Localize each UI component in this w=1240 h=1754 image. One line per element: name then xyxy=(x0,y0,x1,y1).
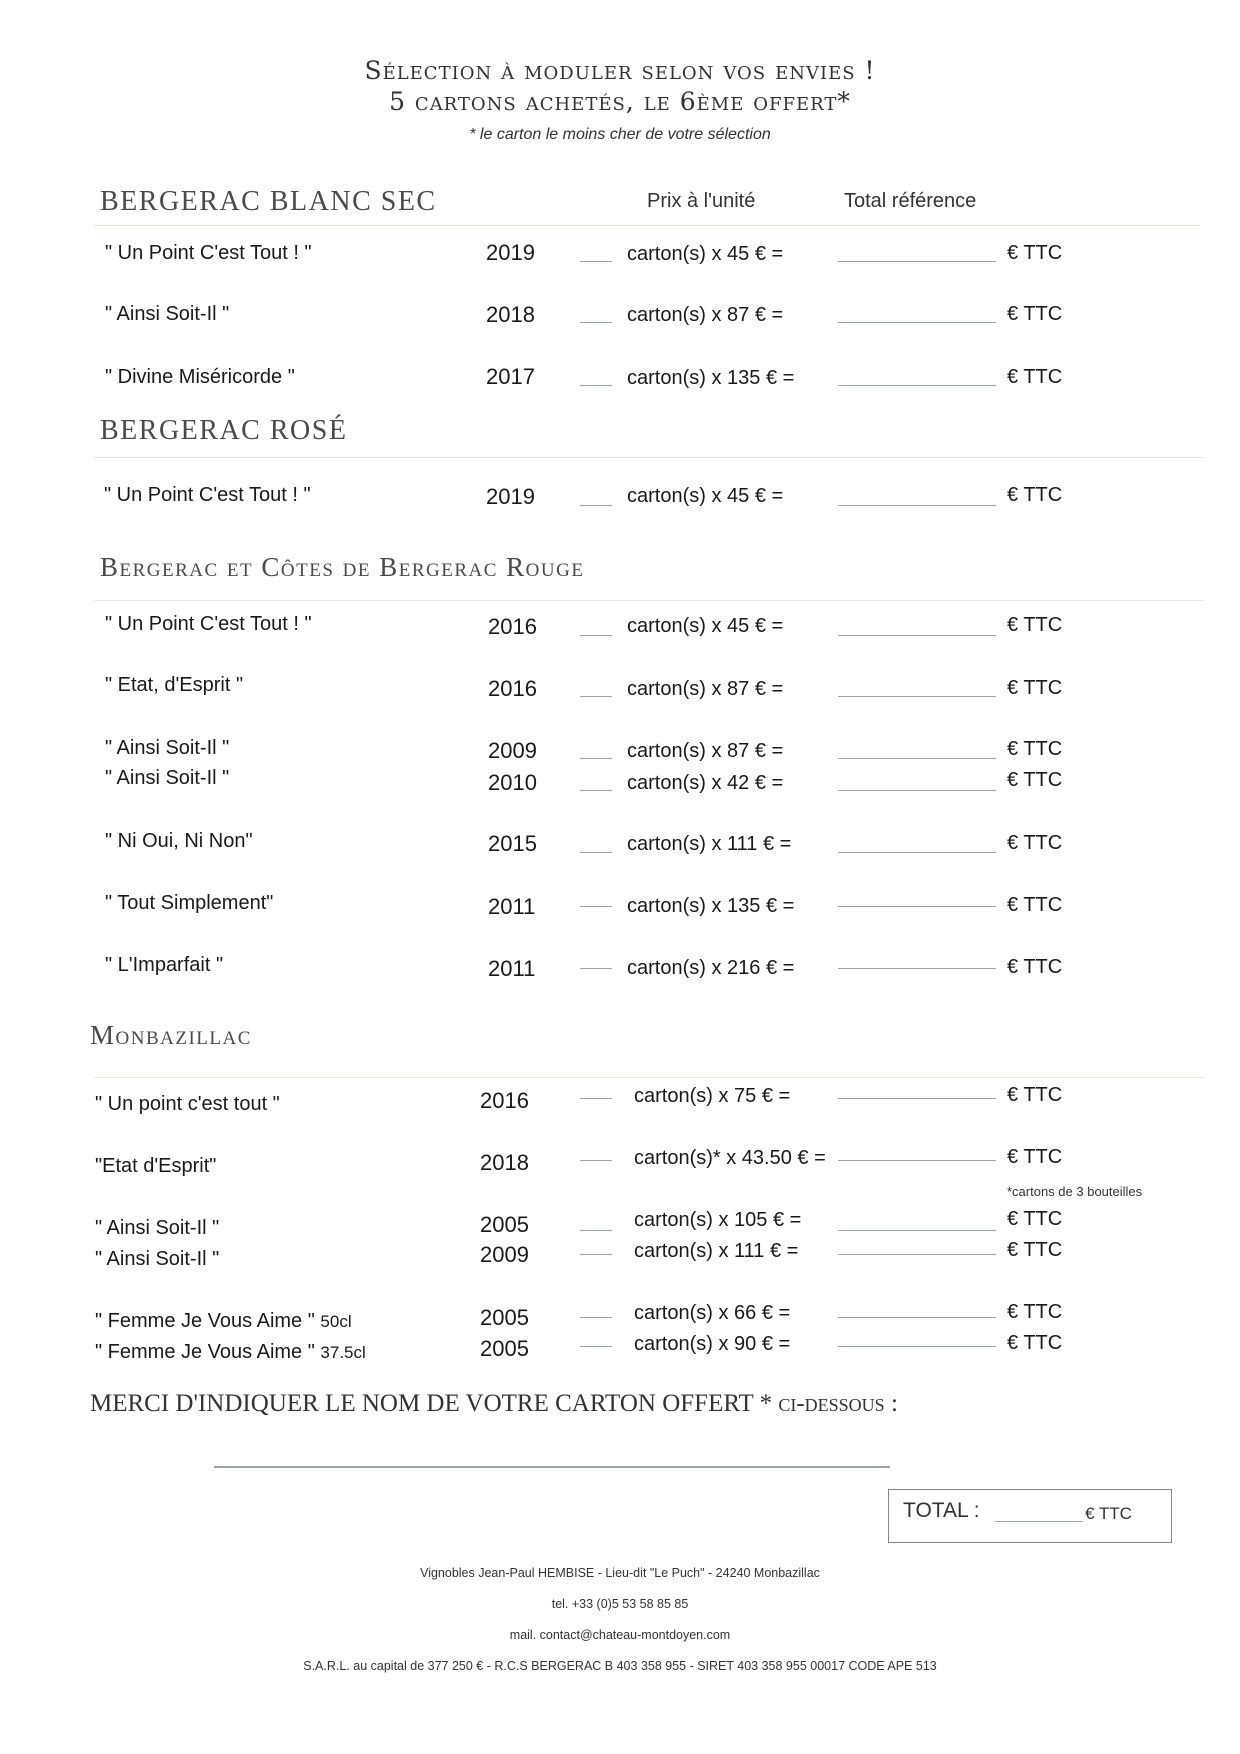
ttc-label: € TTC xyxy=(1007,738,1063,760)
wine-name: " Ainsi Soit-Il " xyxy=(105,767,230,789)
section-title-monbazillac: Monbazillac xyxy=(90,1020,252,1050)
ttc-label: € TTC xyxy=(1007,614,1063,636)
quantity-field[interactable] xyxy=(580,322,612,323)
free-carton-instruction xyxy=(90,1390,898,1418)
ttc-label: € TTC xyxy=(1007,832,1063,854)
quantity-field[interactable] xyxy=(580,1098,612,1099)
wine-name: " L'Imparfait " xyxy=(105,954,224,976)
footer-email: mail. contact@chateau-montdoyen.com xyxy=(509,1628,731,1642)
section-rule xyxy=(94,457,1204,458)
ttc-label: € TTC xyxy=(1007,366,1063,388)
quantity-field[interactable] xyxy=(580,505,612,506)
vintage-year: 2010 xyxy=(488,770,537,795)
quantity-field[interactable] xyxy=(580,1254,612,1255)
total-field[interactable] xyxy=(838,1230,996,1231)
total-field[interactable] xyxy=(838,968,996,969)
total-label: TOTAL : xyxy=(903,1499,980,1522)
column-unit-price: Prix à l'unité xyxy=(647,190,756,212)
vintage-year: 2009 xyxy=(488,738,537,763)
total-field[interactable] xyxy=(838,635,996,636)
total-field[interactable] xyxy=(838,696,996,697)
ttc-label: € TTC xyxy=(1007,1208,1063,1230)
wine-name: " Tout Simplement" xyxy=(105,892,274,914)
total-field[interactable] xyxy=(838,385,996,386)
instruction-end: : xyxy=(884,1390,898,1417)
ttc-label: € TTC xyxy=(1007,484,1063,506)
quantity-field[interactable] xyxy=(580,635,612,636)
unit-price: carton(s) x 90 € = xyxy=(634,1333,791,1355)
ttc-label: € TTC xyxy=(1007,769,1063,791)
unit-price: carton(s) x 45 € = xyxy=(627,243,784,265)
total-field[interactable] xyxy=(838,1317,996,1318)
wine-name: " Un Point C'est Tout ! " xyxy=(104,484,311,506)
unit-price: carton(s) x 105 € = xyxy=(634,1209,802,1231)
quantity-field[interactable] xyxy=(580,1160,612,1161)
wine-name-text: " Femme Je Vous Aime " xyxy=(95,1341,315,1363)
unit-price: carton(s) x 135 € = xyxy=(627,367,795,389)
title-line-1: Sélection à moduler selon vos envies ! xyxy=(364,56,876,85)
ttc-label: € TTC xyxy=(1007,1239,1063,1261)
footnote-cartons: *cartons de 3 bouteilles xyxy=(1007,1184,1143,1199)
vintage-year: 2009 xyxy=(480,1242,529,1267)
vintage-year: 2005 xyxy=(480,1336,529,1361)
section-rule xyxy=(94,225,1200,226)
vintage-year: 2011 xyxy=(488,956,536,981)
vintage-year: 2016 xyxy=(488,614,537,639)
unit-price: carton(s) x 66 € = xyxy=(634,1302,791,1324)
bottle-volume: 50cl xyxy=(320,1312,352,1331)
ttc-label: € TTC xyxy=(1007,956,1063,978)
instruction-main: MERCI D'INDIQUER LE NOM DE VOTRE CARTON OFFERT * xyxy=(90,1390,779,1417)
total-field[interactable] xyxy=(838,1160,996,1161)
quantity-field[interactable] xyxy=(580,385,612,386)
ttc-label: € TTC xyxy=(1007,242,1063,264)
total-field[interactable] xyxy=(838,322,996,323)
quantity-field[interactable] xyxy=(580,1317,612,1318)
vintage-year: 2005 xyxy=(480,1212,529,1237)
ttc-label: € TTC xyxy=(1007,894,1063,916)
unit-price: carton(s) x 111 € = xyxy=(627,833,792,855)
total-amount-field[interactable] xyxy=(995,1521,1083,1522)
unit-price: carton(s) x 42 € = xyxy=(627,772,784,794)
section-title-blanc: BERGERAC BLANC SEC xyxy=(100,186,437,217)
wine-name: " Ainsi Soit-Il " xyxy=(95,1248,220,1270)
quantity-field[interactable] xyxy=(580,790,612,791)
vintage-year: 2015 xyxy=(488,831,537,856)
wine-name: " Etat, d'Esprit " xyxy=(105,674,244,696)
unit-price: carton(s)* x 43.50 € = xyxy=(634,1147,826,1169)
wine-name: " Ainsi Soit-Il " xyxy=(105,303,230,325)
wine-name xyxy=(95,1341,366,1364)
unit-price: carton(s) x 111 € = xyxy=(634,1240,799,1262)
vintage-year: 2005 xyxy=(480,1305,529,1330)
bottle-volume: 37.5cl xyxy=(320,1343,366,1362)
section-rule xyxy=(94,600,1204,601)
wine-name: " Un point c'est tout " xyxy=(95,1093,280,1115)
quantity-field[interactable] xyxy=(580,1346,612,1347)
ttc-label: € TTC xyxy=(1007,1084,1063,1106)
instruction-smallcaps: ci-dessous xyxy=(778,1390,885,1417)
total-field[interactable] xyxy=(838,758,996,759)
vintage-year: 2011 xyxy=(488,894,536,919)
wine-name: " Un Point C'est Tout ! " xyxy=(105,613,312,635)
vintage-year: 2018 xyxy=(486,302,535,327)
vintage-year: 2019 xyxy=(486,484,535,509)
vintage-year: 2017 xyxy=(486,364,535,389)
wine-name: " Ainsi Soit-Il " xyxy=(105,737,230,759)
ttc-label: € TTC xyxy=(1007,1332,1063,1354)
ttc-label: € TTC xyxy=(1007,1301,1063,1323)
unit-price: carton(s) x 87 € = xyxy=(627,678,784,700)
total-field[interactable] xyxy=(838,1098,996,1099)
total-field[interactable] xyxy=(838,1346,996,1347)
unit-price: carton(s) x 135 € = xyxy=(627,895,795,917)
quantity-field[interactable] xyxy=(580,852,612,853)
wine-name-text: " Femme Je Vous Aime " xyxy=(95,1310,315,1332)
unit-price: carton(s) x 45 € = xyxy=(627,615,784,637)
offer-note: * le carton le moins cher de votre sélection xyxy=(469,126,771,143)
unit-price: carton(s) x 216 € = xyxy=(627,957,795,979)
quantity-field[interactable] xyxy=(580,906,612,907)
wine-name xyxy=(95,1310,352,1333)
vintage-year: 2018 xyxy=(480,1150,529,1175)
wine-name: " Ainsi Soit-Il " xyxy=(95,1217,220,1239)
wine-name: " Ni Oui, Ni Non" xyxy=(105,830,253,852)
footer-legal: S.A.R.L. au capital de 377 250 € - R.C.S BERGERAC B 403 358 955 - SIRET 403 358 955 00017 CODE APE 513 xyxy=(303,1659,937,1673)
ttc-label: € TTC xyxy=(1007,1146,1063,1168)
quantity-field[interactable] xyxy=(580,696,612,697)
ttc-label: € TTC xyxy=(1007,303,1063,325)
free-carton-name-field[interactable] xyxy=(214,1466,890,1468)
total-field[interactable] xyxy=(838,852,996,853)
unit-price: carton(s) x 87 € = xyxy=(627,304,784,326)
vintage-year: 2019 xyxy=(486,240,535,265)
column-total-reference: Total référence xyxy=(844,190,977,212)
quantity-field[interactable] xyxy=(580,1230,612,1231)
quantity-field[interactable] xyxy=(580,261,612,262)
quantity-field[interactable] xyxy=(580,758,612,759)
unit-price: carton(s) x 45 € = xyxy=(627,485,784,507)
total-field[interactable] xyxy=(838,790,996,791)
total-box xyxy=(888,1489,1172,1543)
vintage-year: 2016 xyxy=(488,676,537,701)
section-title-rouge: Bergerac et Côtes de Bergerac Rouge xyxy=(100,552,585,582)
footer-phone: tel. +33 (0)5 53 58 85 85 xyxy=(551,1597,689,1611)
total-field[interactable] xyxy=(838,906,996,907)
ttc-label: € TTC xyxy=(1007,677,1063,699)
title-line-2: 5 cartons achetés, le 6ème offert* xyxy=(389,87,851,116)
unit-price: carton(s) x 75 € = xyxy=(634,1085,791,1107)
total-field[interactable] xyxy=(838,1254,996,1255)
vintage-year: 2016 xyxy=(480,1088,529,1113)
wine-name: " Un Point C'est Tout ! " xyxy=(105,242,312,264)
unit-price: carton(s) x 87 € = xyxy=(627,740,784,762)
total-ttc-label: € TTC xyxy=(1085,1504,1132,1523)
wine-name: "Etat d'Esprit" xyxy=(95,1155,217,1177)
total-field[interactable] xyxy=(838,261,996,262)
section-rule xyxy=(94,1077,1204,1078)
total-field[interactable] xyxy=(838,505,996,506)
section-title-rose: BERGERAC ROSÉ xyxy=(100,415,348,446)
quantity-field[interactable] xyxy=(580,968,612,969)
footer-address: Vignobles Jean-Paul HEMBISE - Lieu-dit "Le Puch" - 24240 Monbazillac xyxy=(420,1566,820,1580)
wine-name: " Divine Miséricorde " xyxy=(105,366,295,388)
